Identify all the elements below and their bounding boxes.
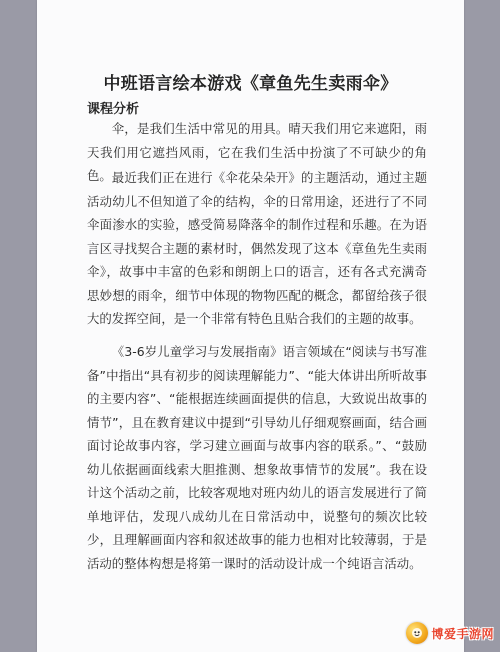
paragraph-1: 伞，是我们生活中常见的用具。晴天我们用它来遮阳，雨天我们用它遮挡风雨，它在我们生活中扮演了不可缺少的角色。 bbox=[87, 121, 427, 183]
document-title: 中班语言绘本游戏《章鱼先生卖雨伞》 bbox=[103, 74, 398, 94]
site-watermark bbox=[406, 620, 494, 646]
document-page bbox=[37, 0, 464, 652]
section-heading: 课程分析 bbox=[87, 102, 140, 117]
watermark-text: 博爱手游网 bbox=[431, 626, 494, 641]
paragraph-2: 最近我们正在进行《伞花朵朵开》的主题活动，通过主题活动幼儿不但知道了伞的结构，伞的日常用途，还进行了不同伞面渗水的实验，感受简易降落伞的制作过程和乐趣。在为语言区寻找契合主题的素材时，偶然发现了这本《章鱼先生卖雨伞》，故事中丰富的色彩和朗朗上口的语言，还有各式充满奇思妙想的雨伞，细节中体现的物物匹配的概念，都留给孩子很大的发挥空间，是一个非常有特色且贴合我们的主题的故事。 bbox=[87, 170, 427, 326]
game-logo-icon bbox=[406, 622, 428, 644]
paragraph-3: 《3-6岁儿童学习与发展指南》语言领域在“阅读与书写准备”中指出“具有初步的阅读理解能力”、“能大体讲出所听故事的主要内容”、“能根据连续画面提供的信息，大致说出故事的情节”，且在教育建议中提到“引导幼儿仔细观察画面，结合画面讨论故事内容，学习建立画面与故事内容的联系。”、“鼓励幼儿依据画面线索大胆推测、想象故事情节的发展”。我在设计这个活动之前，比较客观地对班内幼儿的语言发展进行了简单地评估，发现八成幼儿在日常活动中，说整句的频次比较少，且理解画面内容和叙述故事的能力也相对比较薄弱，于是活动的整体构想是将第一课时的活动设计成一个纯语言活动。 bbox=[87, 344, 427, 571]
